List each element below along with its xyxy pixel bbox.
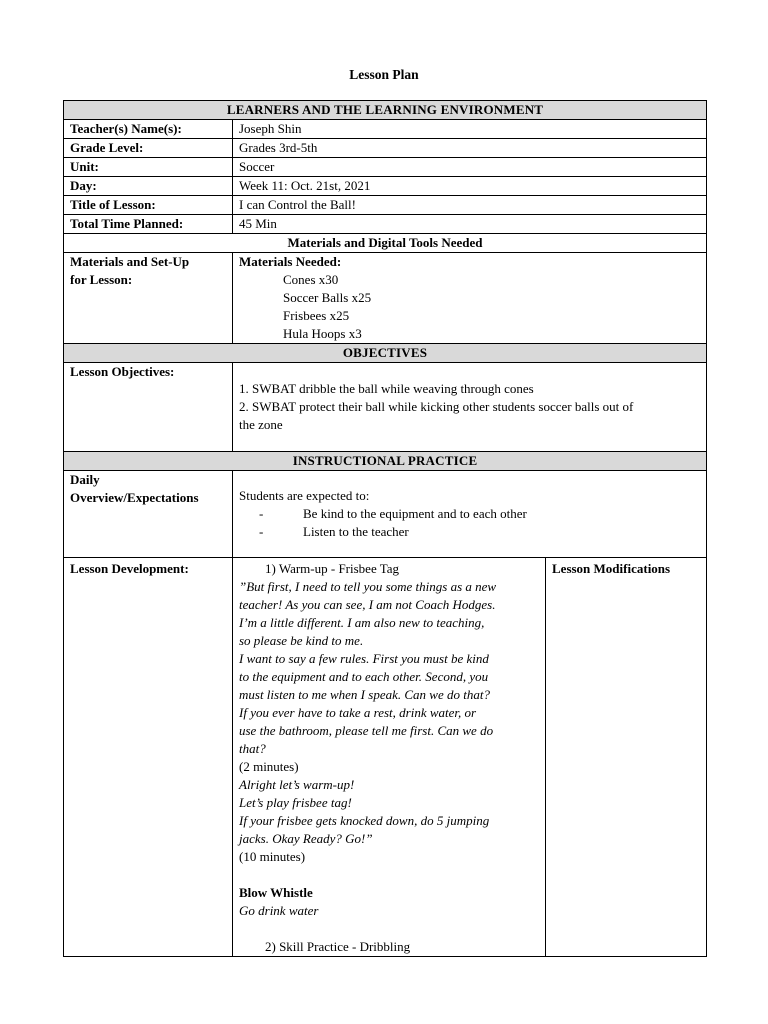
document-title: Lesson Plan bbox=[349, 67, 419, 82]
subsection-materials-tools bbox=[64, 234, 707, 253]
total-time-label: Total Time Planned: bbox=[64, 215, 233, 234]
day-value: Week 11: Oct. 21st, 2021 bbox=[233, 177, 707, 196]
expectation-text: Be kind to the equipment and to each other bbox=[303, 506, 527, 521]
row-grade bbox=[64, 139, 707, 158]
script-line: If your frisbee gets knocked down, do 5 jumping bbox=[239, 813, 490, 828]
list-item bbox=[239, 505, 700, 523]
section-title: INSTRUCTIONAL PRACTICE bbox=[64, 452, 707, 471]
grade-value: Grades 3rd-5th bbox=[233, 139, 707, 158]
materials-cell bbox=[233, 253, 707, 344]
materials-label-line1: Materials and Set-Up bbox=[70, 254, 190, 269]
unit-label: Unit: bbox=[64, 158, 233, 177]
row-unit bbox=[64, 158, 707, 177]
modifications-label: Lesson Modifications bbox=[546, 558, 707, 957]
objective-line: 2. SWBAT protect their ball while kicking other students soccer balls out of bbox=[239, 399, 634, 414]
expectations-list bbox=[239, 505, 700, 541]
lesson-title-label: Title of Lesson: bbox=[64, 196, 233, 215]
script-line: that? bbox=[239, 741, 266, 756]
teacher-label: Teacher(s) Name(s): bbox=[64, 120, 233, 139]
section-header-instructional bbox=[64, 452, 707, 471]
objectives-label: Lesson Objectives: bbox=[64, 363, 233, 452]
teacher-value: Joseph Shin bbox=[233, 120, 707, 139]
unit-value: Soccer bbox=[233, 158, 707, 177]
section-title: LEARNERS AND THE LEARNING ENVIRONMENT bbox=[64, 101, 707, 120]
drink-water: Go drink water bbox=[239, 903, 319, 918]
subsection-title: Materials and Digital Tools Needed bbox=[64, 234, 707, 253]
time-note: (2 minutes) bbox=[239, 759, 299, 774]
script-line: I’m a little different. I am also new to teaching, bbox=[239, 615, 485, 630]
materials-label-line2: for Lesson: bbox=[70, 272, 133, 287]
development-label: Lesson Development: bbox=[64, 558, 233, 957]
script-line: so please be kind to me. bbox=[239, 633, 364, 648]
day-label: Day: bbox=[64, 177, 233, 196]
row-lesson-title bbox=[64, 196, 707, 215]
daily-intro: Students are expected to: bbox=[239, 488, 370, 503]
time-note: (10 minutes) bbox=[239, 849, 306, 864]
row-daily-overview bbox=[64, 471, 707, 558]
step-skill-practice: 2) Skill Practice - Dribbling bbox=[265, 939, 411, 954]
grade-label: Grade Level: bbox=[64, 139, 233, 158]
row-materials bbox=[64, 253, 707, 344]
blow-whistle: Blow Whistle bbox=[239, 885, 313, 900]
section-header-learners bbox=[64, 101, 707, 120]
bullet-dash: - bbox=[259, 524, 264, 539]
script-line: jacks. Okay Ready? Go!” bbox=[239, 831, 373, 846]
script-line: teacher! As you can see, I am not Coach Hodges. bbox=[239, 597, 496, 612]
row-day bbox=[64, 177, 707, 196]
row-lesson-development bbox=[64, 558, 707, 957]
objectives-cell bbox=[233, 363, 707, 452]
materials-item: Hula Hoops x3 bbox=[283, 326, 362, 341]
row-teacher bbox=[64, 120, 707, 139]
script-line: If you ever have to take a rest, drink water, or bbox=[239, 705, 477, 720]
row-total-time bbox=[64, 215, 707, 234]
daily-label-line2: Overview/Expectations bbox=[70, 490, 199, 505]
objective-line: 1. SWBAT dribble the ball while weaving through cones bbox=[239, 381, 534, 396]
materials-heading: Materials Needed: bbox=[239, 254, 342, 269]
script-line: Let’s play frisbee tag! bbox=[239, 795, 352, 810]
script-line: I want to say a few rules. First you must be kind bbox=[239, 651, 489, 666]
materials-item: Cones x30 bbox=[283, 272, 339, 287]
list-item bbox=[239, 523, 700, 541]
materials-item: Soccer Balls x25 bbox=[283, 290, 372, 305]
materials-label bbox=[64, 253, 233, 344]
section-title: OBJECTIVES bbox=[64, 344, 707, 363]
step-warmup: 1) Warm-up - Frisbee Tag bbox=[265, 561, 400, 576]
row-objectives bbox=[64, 363, 707, 452]
total-time-value: 45 Min bbox=[233, 215, 707, 234]
materials-item: Frisbees x25 bbox=[283, 308, 350, 323]
script-line: to the equipment and to each other. Second, you bbox=[239, 669, 489, 684]
script-line: Alright let’s warm-up! bbox=[239, 777, 355, 792]
expectation-text: Listen to the teacher bbox=[303, 524, 409, 539]
daily-label-line1: Daily bbox=[70, 472, 100, 487]
section-header-objectives bbox=[64, 344, 707, 363]
lesson-title-value: I can Control the Ball! bbox=[233, 196, 707, 215]
script-line: use the bathroom, please tell me first. Can we do bbox=[239, 723, 494, 738]
daily-cell bbox=[233, 471, 707, 558]
script-line: must listen to me when I speak. Can we do that? bbox=[239, 687, 490, 702]
bullet-dash: - bbox=[259, 506, 264, 521]
objective-line: the zone bbox=[239, 417, 283, 432]
script-line: ”But first, I need to tell you some things as a new bbox=[239, 579, 497, 594]
development-cell bbox=[233, 558, 546, 957]
lesson-plan-table bbox=[63, 100, 707, 957]
daily-label bbox=[64, 471, 233, 558]
